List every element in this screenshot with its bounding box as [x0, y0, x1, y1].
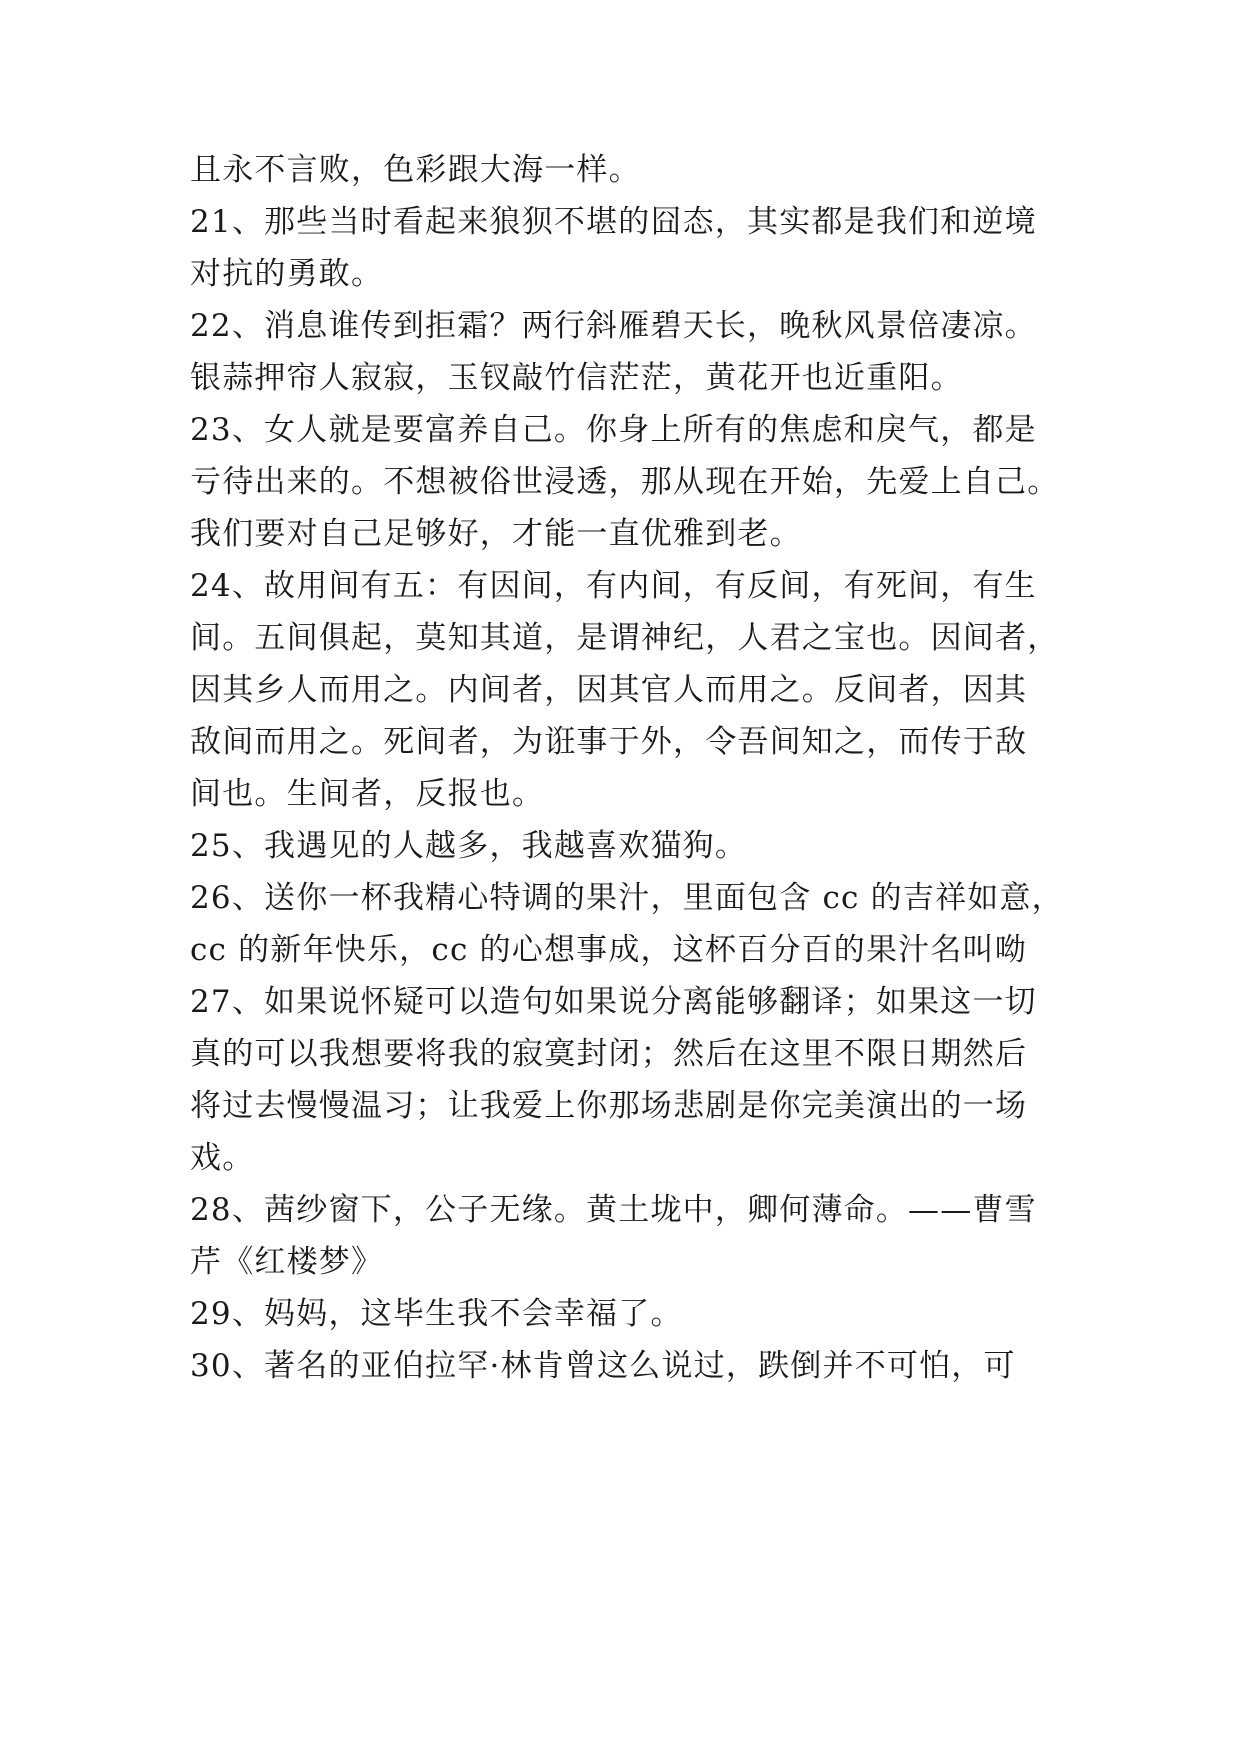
text-line: 将过去慢慢温习；让我爱上你那场悲剧是你完美演出的一场: [190, 1088, 1028, 1124]
text-line: cc 的新年快乐，cc 的心想事成，这杯百分百的果汁名叫呦: [190, 932, 1027, 968]
text-line: 24、故用间有五：有因间，有内间，有反间，有死间，有生: [190, 568, 1037, 604]
text-line: 30、著名的亚伯拉罕·林肯曾这么说过，跌倒并不可怕，可: [190, 1348, 1016, 1384]
text-line: 21、那些当时看起来狼狈不堪的囧态，其实都是我们和逆境: [190, 204, 1037, 240]
text-line: 22、消息谁传到拒霜？两行斜雁碧天长，晚秋风景倍凄凉。: [190, 308, 1037, 344]
text-line: 26、送你一杯我精心特调的果汁，里面包含 cc 的吉祥如意，: [190, 880, 1064, 916]
text-line: 亏待出来的。不想被俗世浸透，那从现在开始，先爱上自己。: [190, 464, 1060, 500]
text-line: 间也。生间者，反报也。: [190, 776, 545, 812]
text-line: 真的可以我想要将我的寂寞封闭；然后在这里不限日期然后: [190, 1036, 1028, 1072]
text-line: 因其乡人而用之。内间者，因其官人而用之。反间者，因其: [190, 672, 1028, 708]
text-line: 28、茜纱窗下，公子无缘。黄土垅中，卿何薄命。——曹雪: [190, 1192, 1037, 1228]
text-line: 间。五间俱起，莫知其道，是谓神纪，人君之宝也。因间者，: [190, 620, 1060, 656]
text-line: 芹《红楼梦》: [190, 1244, 384, 1280]
text-line: 戏。: [190, 1140, 255, 1176]
text-line: 敌间而用之。死间者，为诳事于外，令吾间知之，而传于敌: [190, 724, 1028, 760]
text-line: 我们要对自己足够好，才能一直优雅到老。: [190, 516, 802, 552]
text-line: 且永不言败，色彩跟大海一样。: [190, 152, 641, 188]
text-line: 银蒜押帘人寂寂，玉钗敲竹信茫茫，黄花开也近重阳。: [190, 360, 963, 396]
text-line: 对抗的勇敢。: [190, 256, 384, 292]
text-line: 25、我遇见的人越多，我越喜欢猫狗。: [190, 828, 748, 864]
text-line: 23、女人就是要富养自己。你身上所有的焦虑和戾气，都是: [190, 412, 1037, 448]
text-line: 29、妈妈，这毕生我不会幸福了。: [190, 1296, 683, 1332]
text-line: 27、如果说怀疑可以造句如果说分离能够翻译；如果这一切: [190, 984, 1037, 1020]
